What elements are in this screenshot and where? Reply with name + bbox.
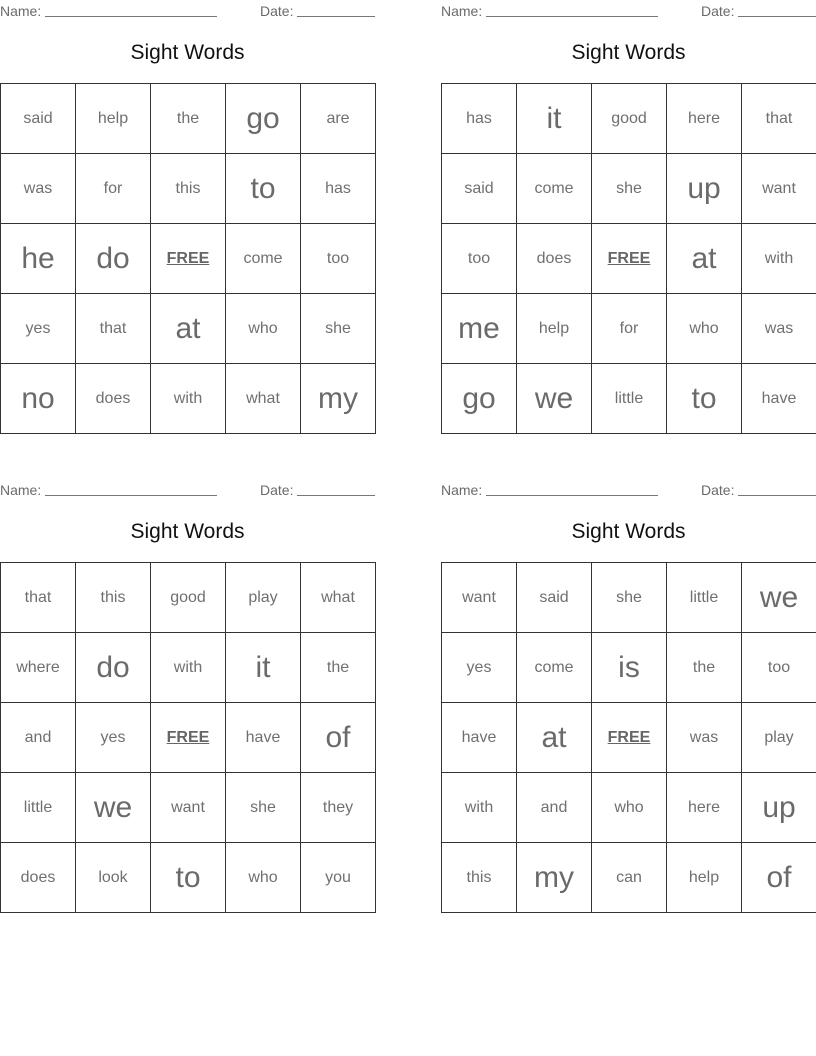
word-grid (441, 83, 816, 434)
card-title: Sight Words (571, 41, 686, 64)
word-cell: here (667, 84, 742, 154)
name-label: Name: (0, 482, 42, 498)
word-cell: has (442, 84, 517, 154)
word-cell: she (301, 294, 376, 364)
word-cell: who (226, 294, 301, 364)
date-line (738, 495, 816, 496)
name-line (45, 495, 217, 496)
word-cell: have (742, 364, 816, 434)
word-cell: of (301, 703, 376, 773)
free-space: FREE (592, 703, 667, 773)
grid-row (1, 224, 376, 294)
word-cell: what (301, 563, 376, 633)
word-cell: she (592, 563, 667, 633)
word-cell: go (226, 84, 301, 154)
word-cell: no (1, 364, 76, 434)
word-cell: at (667, 224, 742, 294)
word-cell: was (742, 294, 816, 364)
grid-row (442, 843, 816, 913)
word-cell: was (1, 154, 76, 224)
word-cell: help (517, 294, 592, 364)
word-cell: this (442, 843, 517, 913)
name-line (45, 16, 217, 17)
word-grid (0, 83, 376, 434)
word-cell: my (301, 364, 376, 434)
word-cell: good (592, 84, 667, 154)
word-cell: it (517, 84, 592, 154)
word-cell: was (667, 703, 742, 773)
word-cell: we (742, 563, 816, 633)
word-cell: are (301, 84, 376, 154)
word-cell: and (1, 703, 76, 773)
word-cell: look (76, 843, 151, 913)
date-label: Date: (701, 482, 735, 498)
word-cell: yes (76, 703, 151, 773)
word-cell: want (442, 563, 517, 633)
grid-row (1, 843, 376, 913)
card-title: Sight Words (130, 41, 245, 64)
grid-row (442, 364, 816, 434)
word-cell: said (517, 563, 592, 633)
grid-row (442, 224, 816, 294)
grid-row (1, 633, 376, 703)
word-cell: my (517, 843, 592, 913)
grid-row (442, 84, 816, 154)
word-cell: with (742, 224, 816, 294)
word-cell: of (742, 843, 816, 913)
word-cell: where (1, 633, 76, 703)
word-cell: they (301, 773, 376, 843)
name-label: Name: (0, 3, 42, 19)
word-cell: he (1, 224, 76, 294)
word-cell: little (667, 563, 742, 633)
word-cell: you (301, 843, 376, 913)
card-header (0, 0, 375, 20)
grid-row (442, 633, 816, 703)
word-cell: said (442, 154, 517, 224)
word-cell: the (301, 633, 376, 703)
name-line (486, 495, 658, 496)
word-cell: that (76, 294, 151, 364)
word-cell: do (76, 224, 151, 294)
word-cell: does (1, 843, 76, 913)
word-cell: here (667, 773, 742, 843)
word-cell: that (742, 84, 816, 154)
word-cell: to (226, 154, 301, 224)
word-cell: come (517, 633, 592, 703)
word-cell: what (226, 364, 301, 434)
word-cell: who (226, 843, 301, 913)
word-cell: want (742, 154, 816, 224)
word-cell: come (226, 224, 301, 294)
word-cell: at (151, 294, 226, 364)
word-cell: play (742, 703, 816, 773)
grid-row (1, 703, 376, 773)
word-cell: with (151, 364, 226, 434)
word-cell: too (442, 224, 517, 294)
word-cell: to (151, 843, 226, 913)
word-cell: with (442, 773, 517, 843)
word-cell: come (517, 154, 592, 224)
word-cell: have (226, 703, 301, 773)
word-cell: the (151, 84, 226, 154)
word-cell: too (742, 633, 816, 703)
word-cell: and (517, 773, 592, 843)
word-cell: want (151, 773, 226, 843)
grid-row (442, 294, 816, 364)
word-cell: have (442, 703, 517, 773)
date-line (297, 495, 375, 496)
word-cell: to (667, 364, 742, 434)
grid-row (442, 703, 816, 773)
word-cell: for (592, 294, 667, 364)
date-line (738, 16, 816, 17)
word-cell: up (742, 773, 816, 843)
word-cell: we (76, 773, 151, 843)
name-label: Name: (441, 482, 483, 498)
grid-row (442, 563, 816, 633)
word-cell: yes (1, 294, 76, 364)
word-cell: good (151, 563, 226, 633)
word-cell: is (592, 633, 667, 703)
word-cell: with (151, 633, 226, 703)
bingo-card-2 (441, 0, 816, 434)
word-cell: said (1, 84, 76, 154)
grid-row (1, 154, 376, 224)
word-cell: for (76, 154, 151, 224)
card-header (441, 0, 816, 20)
word-cell: it (226, 633, 301, 703)
word-cell: me (442, 294, 517, 364)
word-cell: at (517, 703, 592, 773)
word-cell: help (667, 843, 742, 913)
word-cell: does (517, 224, 592, 294)
name-line (486, 16, 658, 17)
date-label: Date: (260, 3, 294, 19)
grid-row (1, 364, 376, 434)
word-cell: does (76, 364, 151, 434)
free-space: FREE (151, 224, 226, 294)
word-cell: the (667, 633, 742, 703)
word-cell: little (592, 364, 667, 434)
word-cell: this (151, 154, 226, 224)
card-header (0, 479, 375, 499)
word-grid (0, 562, 376, 913)
grid-row (442, 154, 816, 224)
word-cell: has (301, 154, 376, 224)
grid-row (1, 294, 376, 364)
card-title: Sight Words (130, 520, 245, 543)
word-cell: help (76, 84, 151, 154)
bingo-card-1 (0, 0, 375, 434)
word-cell: who (667, 294, 742, 364)
word-cell: can (592, 843, 667, 913)
word-cell: we (517, 364, 592, 434)
word-cell: that (1, 563, 76, 633)
word-cell: play (226, 563, 301, 633)
free-space: FREE (151, 703, 226, 773)
grid-row (442, 773, 816, 843)
card-title: Sight Words (571, 520, 686, 543)
date-label: Date: (701, 3, 735, 19)
word-cell: who (592, 773, 667, 843)
word-grid (441, 562, 816, 913)
name-label: Name: (441, 3, 483, 19)
word-cell: this (76, 563, 151, 633)
date-label: Date: (260, 482, 294, 498)
free-space: FREE (592, 224, 667, 294)
word-cell: go (442, 364, 517, 434)
word-cell: yes (442, 633, 517, 703)
word-cell: she (592, 154, 667, 224)
grid-row (1, 563, 376, 633)
grid-row (1, 84, 376, 154)
word-cell: up (667, 154, 742, 224)
date-line (297, 16, 375, 17)
word-cell: little (1, 773, 76, 843)
bingo-card-3 (0, 479, 375, 913)
word-cell: too (301, 224, 376, 294)
word-cell: she (226, 773, 301, 843)
grid-row (1, 773, 376, 843)
bingo-card-4 (441, 479, 816, 913)
card-header (441, 479, 816, 499)
word-cell: do (76, 633, 151, 703)
